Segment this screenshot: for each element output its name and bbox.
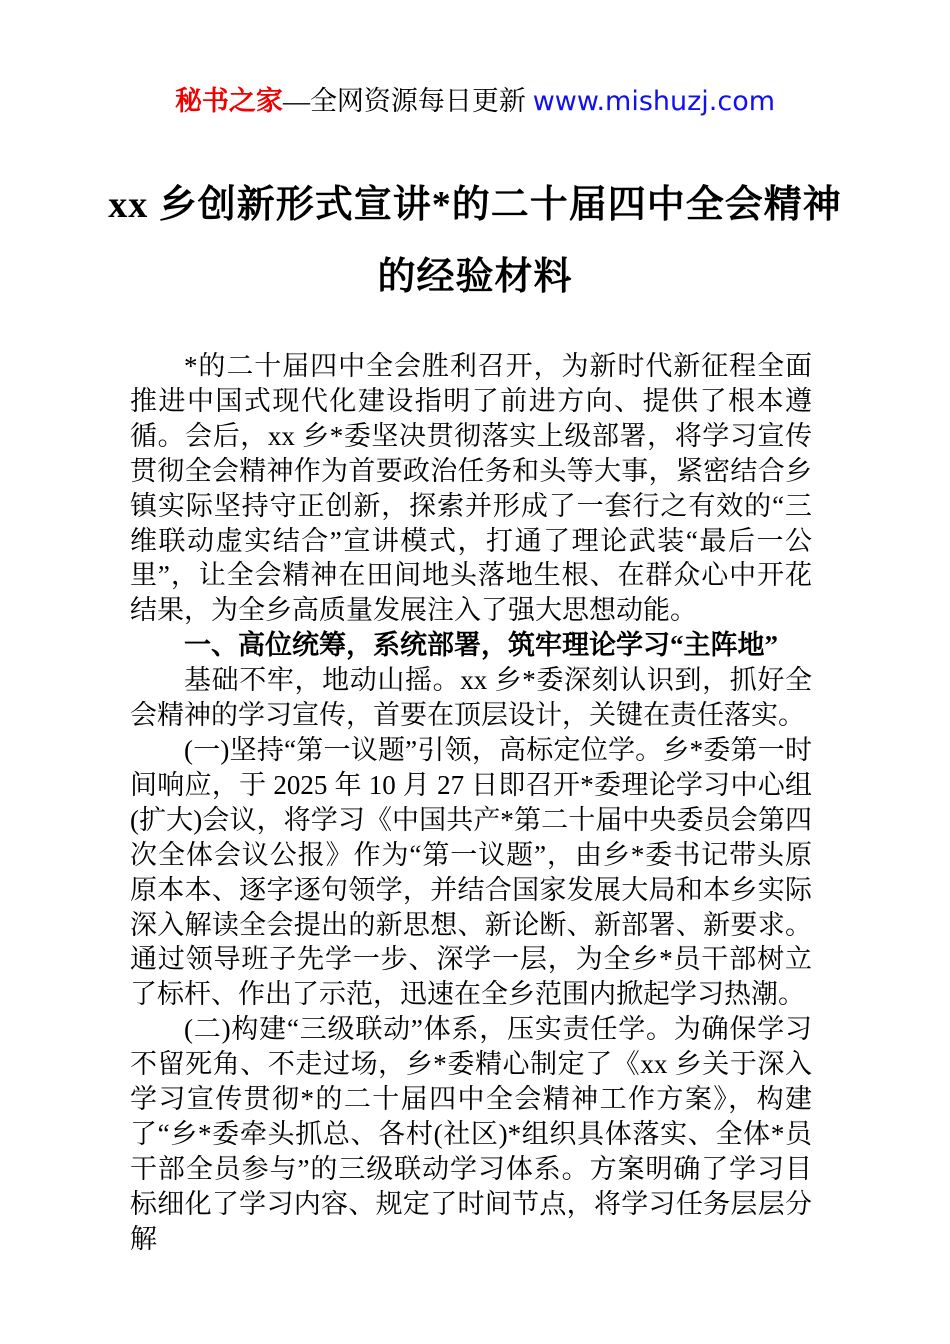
section-heading-1: 一、高位统筹，系统部署，筑牢理论学习“主阵地” (184, 630, 778, 661)
title-line-1: xx 乡创新形式宣讲*的二十届四中全会精神 (108, 184, 842, 226)
site-tagline: —全网资源每日更新 (282, 86, 533, 116)
document-body (0, 349, 950, 1257)
site-url-link[interactable]: www.mishuzj.com (532, 86, 776, 117)
paragraph-item-2: (二)构建“三级联动”体系，压实责任学。为确保学习不留死角、不走过场，乡*委精心制定了《xx 乡关于深入学习宣传贯彻*的二十届四中全会精神工作方案》，构建了“乡*委牵头抓总、各村(社区)*组织具体落实、全体*员干部全员参与”的三级联动学习体系。方案明确了学习目标细化了学习内容、规定了时间节点，将学习任务层层分解 (130, 1014, 812, 1254)
paragraph-intro: *的二十届四中全会胜利召开，为新时代新征程全面推进中国式现代化建设指明了前进方向、提供了根本遵循。会后，xx 乡*委坚决贯彻落实上级部署，将学习宣传贯彻全会精神作为首要政治任务和头等大事，紧密结合乡镇实际坚持守正创新，探索并形成了一套行之有效的“三维联动虚实结合”宣讲模式，打通了理论武装“最后一公里”，让全会精神在田间地头落地生根、在群众心中开花结果，为全乡高质量发展注入了强大思想动能。 (130, 351, 812, 626)
title-line-2: 的经验材料 (377, 256, 573, 298)
site-name: 秘书之家 (174, 86, 283, 116)
document-title (0, 169, 950, 313)
paragraph-item-1: (一)坚持“第一议题”引领，高标定位学。乡*委第一时间响应，于 2025 年 10 月 27 日即召开*委理论学习中心组(扩大)会议，将学习《中国共产*第二十届中央委员会第四次全体会议公报》作为“第一议题”，由乡*委书记带头原原本本、逐字逐句领学，并结合国家发展大局和本乡实际深入解读全会提出的新思想、新论断、新部署、新要求。通过领导班子先学一步、深学一层，为全乡*员干部树立了标杆、作出了示范，迅速在全乡范围内掀起学习热潮。 (130, 734, 812, 1010)
paragraph-section1-lead: 基础不牢，地动山摇。xx 乡*委深刻认识到，抓好全会精神的学习宣传，首要在顶层设计，关键在责任落实。 (130, 665, 812, 731)
site-header (0, 0, 950, 119)
